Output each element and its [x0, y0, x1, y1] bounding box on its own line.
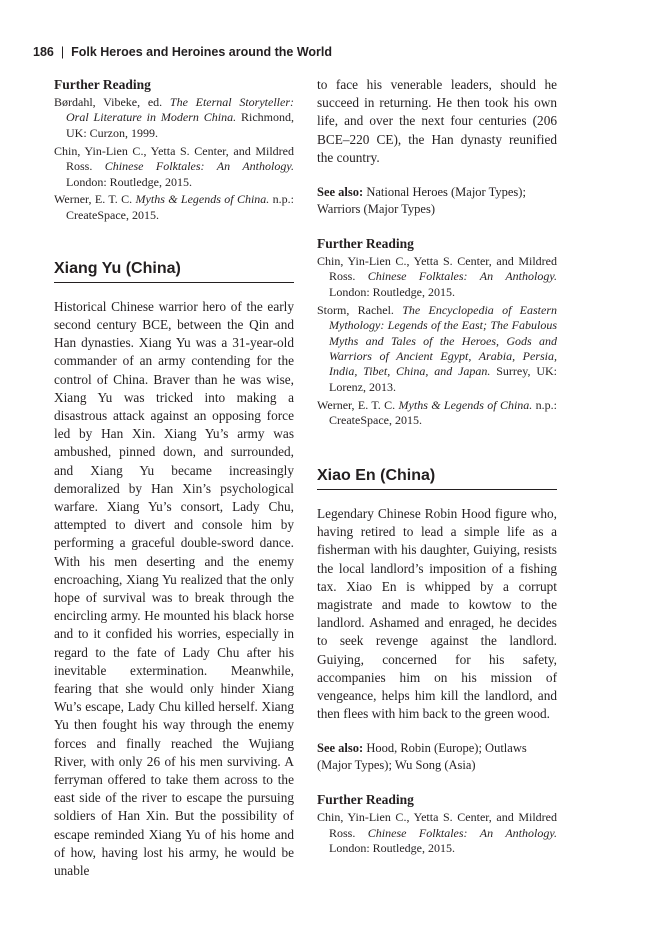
running-head-separator: | — [60, 45, 65, 59]
further-reading-heading: Further Reading — [317, 792, 414, 808]
running-head — [33, 44, 593, 60]
further-reading-heading: Further Reading — [54, 77, 151, 92]
reference-item: Chin, Yin-Lien C., Yetta S. Center, and Mildred Ross. Chinese Folktales: An Anthology. London: Routledge, 2015. — [317, 810, 558, 856]
reference-item: Chin, Yin-Lien C., Yetta S. Center, and Mildred Ross. Chinese Folktales: An Anthology. London: Routledge, 2015. — [54, 143, 295, 189]
right-column — [317, 76, 557, 859]
reference-item: Storm, Rachel. The Encyclopedia of Eastern Mythology: Legends of the East; The Fabulous Myths and Tales of the Heroes, Gods and Warriors of Ancient Egypt, Arabia, Persia, India, Tibet, China, and Japan. Surrey, UK: Lorenz, 2013. — [317, 302, 558, 394]
entry-body-xiao-en: Legendary Chinese Robin Hood figure who, having retired to lead a simple life as a fisherman with his daughter, Guiying, resists the local landlord’s imposition of a fishing tax. Xiao En is whipped by a corrupt magistrate and made to kowtow to the landlord. Ashamed and enraged, he decides to seek revenge against the landlord. Guiying, concerned for his safety, accompanies him on his mission of vengeance, helps him kill the landlord, and then flees with him back to the green wood. — [317, 505, 557, 722]
page-number: 186 — [33, 45, 54, 59]
further-reading-heading: Further Reading — [317, 236, 414, 252]
entry-body-continued: to face his venerable leaders, should he succeed in returning. He then took his own life, and over the next four centuries (206 BCE–220 CE), the Han dynasty reunified the country. — [317, 77, 557, 165]
left-column — [54, 76, 294, 880]
entry-body-xiang-yu: Historical Chinese warrior hero of the early second century BCE, between the Qin and Han dynasties. Xiang Yu was a 31-year-old commander of an army contending for the control of China. Braver than he was wise, Xiang Yu was tricked into making a disastrous attack against an opposing force led by Han Xin. Xiang Yu’s army was ambushed, pinned down, and surrounded, and Xiang Yu became increasingly demoralized by Han Xin’s psychological warfare. Xiang Yu’s consort, Lady Chu, attempted to divert and console him by performing a graceful double-sword dance. With his men deserting and the enemy encroaching, Xiang Yu realized that the only hope of survival was to break through the encircling army. He mounted his black horse and to it confided his worries, especially in regard to the fate of Lady Chu after his inevitable extermination. Meanwhile, fearing that she would only hinder Xiang Wu’s escape, Lady Chu killed herself. Xiang Yu then fought his way through the enemy forces and finally reached the Wujiang River, with only 26 of his men surviving. A ferryman offered to take them across to the east side of the river to escape the pursuing soldiers of Han Xin. But the possibility of escape reminded Xiang Yu of his home and of how, having lost his army, he would be unable — [54, 298, 294, 879]
book-title: Folk Heroes and Heroines around the World — [71, 45, 333, 59]
reference-item: Børdahl, Vibeke, ed. The Eternal Storyteller: Oral Literature in Modern China. Richmond, UK: Curzon, 1999. — [54, 95, 294, 140]
see-also-xiang-yu: See also: National Heroes (Major Types); Warriors (Major Types) — [317, 185, 526, 217]
reference-item: Werner, E. T. C. Myths & Legends of China. n.p.: CreateSpace, 2015. — [54, 192, 294, 222]
reference-item: Werner, E. T. C. Myths & Legends of China. n.p.: CreateSpace, 2015. — [317, 397, 557, 428]
entry-title-xiang-yu: Xiang Yu (China) — [54, 259, 294, 283]
reference-item: Chin, Yin-Lien C., Yetta S. Center, and Mildred Ross. Chinese Folktales: An Anthology. London: Routledge, 2015. — [317, 254, 558, 299]
see-also-xiao-en: See also: Hood, Robin (Europe); Outlaws (Major Types); Wu Song (Asia) — [317, 741, 527, 773]
entry-title-xiao-en: Xiao En (China) — [317, 466, 557, 490]
